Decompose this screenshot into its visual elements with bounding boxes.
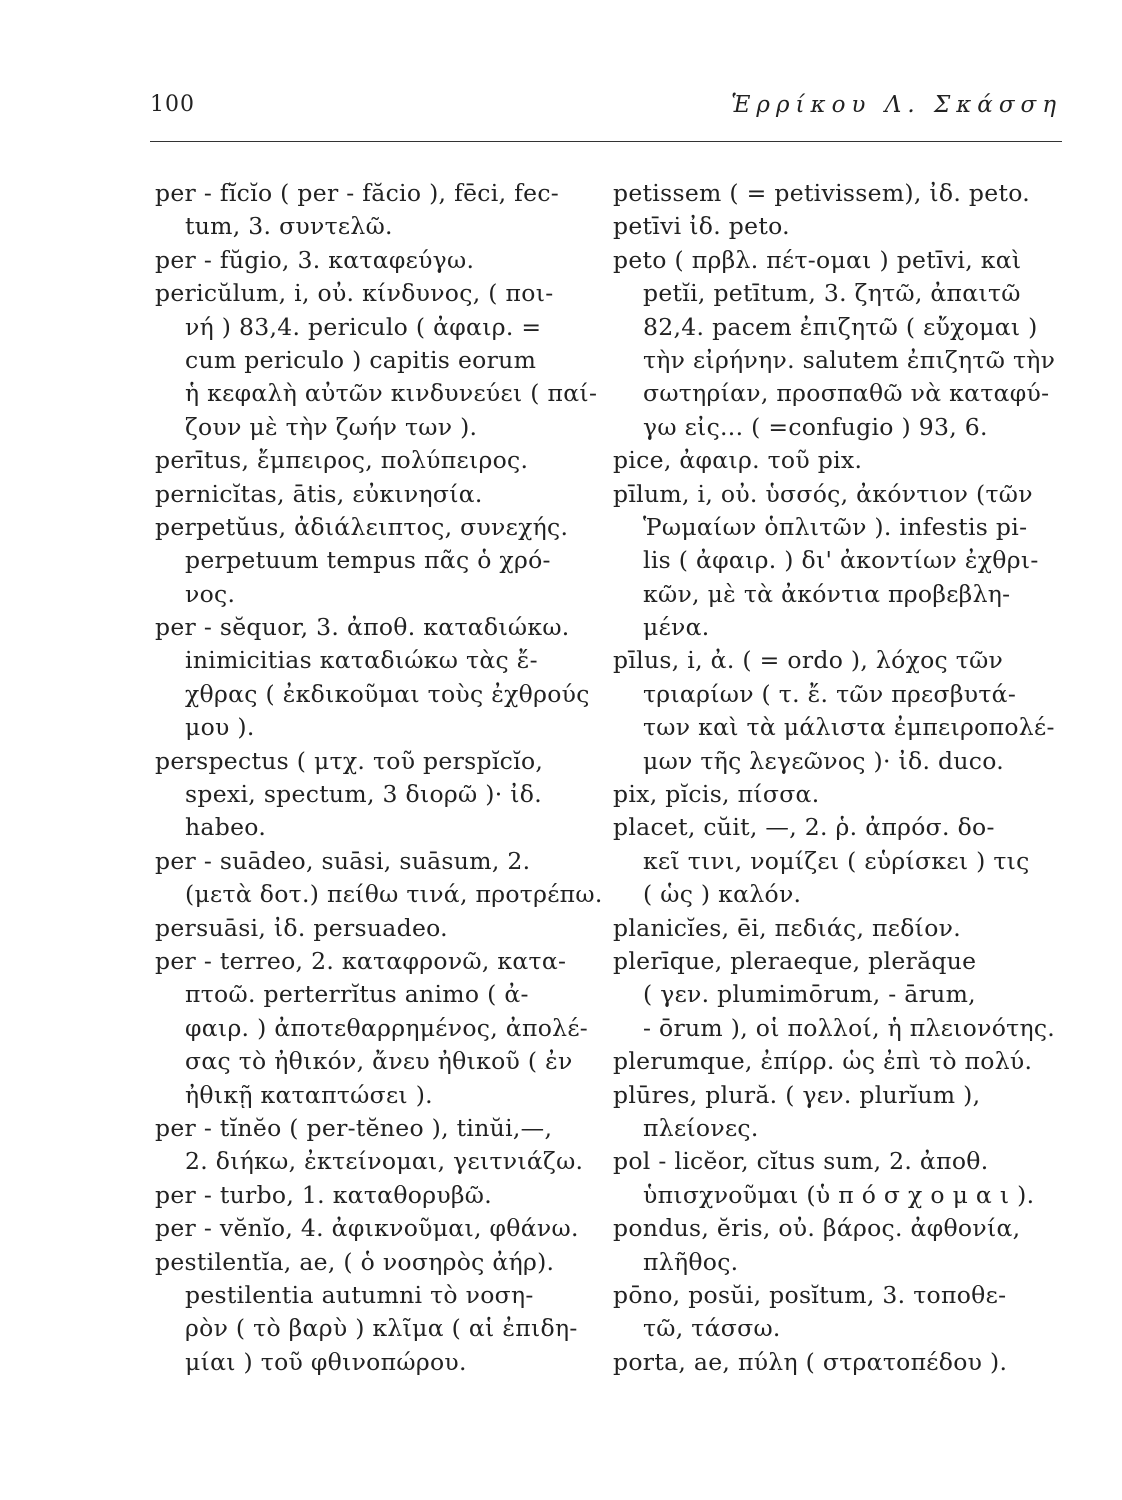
entry-line: τὴν εἰρήνην. salutem ἐπιζητῶ τὴν: [643, 345, 1056, 374]
entry-line: χθρας ( ἐκδικοῦμαι τοὺς ἐχθρούς: [185, 679, 590, 708]
entry-line: inimicitias καταδιώκω τὰς ἔ-: [185, 646, 538, 675]
entry-line: habeo.: [185, 813, 267, 842]
entry-line: μένα.: [643, 613, 710, 642]
entry-line: petĭi, petītum, 3. ζητῶ, ἀπαιτῶ: [643, 279, 1021, 308]
entry-line: petīvi ἰδ. peto.: [613, 212, 790, 241]
entry-line: ἠθικῇ καταπτώσει ).: [185, 1080, 433, 1109]
entry-line: plerīque, pleraeque, plerăque: [613, 946, 977, 975]
entry-line: (μετὰ δοτ.) πείθω τινά, προτρέπω.: [185, 880, 603, 909]
entry-line: Ῥωμαίων ὁπλιτῶν ). infestis pi-: [643, 512, 1028, 541]
entry-line: per - terreo, 2. καταφρονῶ, κατα-: [155, 946, 567, 975]
entry-line: κεῖ τινι, νομίζει ( εὑρίσκει ) τις: [643, 846, 1030, 875]
entry-line: - ōrum ), οἱ πολλοί, ἡ πλειονότης.: [643, 1013, 1056, 1042]
entry-line: φαιρ. ) ἀποτεθαρρημένος, ἀπολέ-: [185, 1013, 589, 1042]
entry-line: ( ὡς ) καλόν.: [643, 880, 802, 909]
entry-line: ζουν μὲ τὴν ζωήν των ).: [185, 412, 478, 441]
entry-line: per - vĕnĭo, 4. ἀφικνοῦμαι, φθάνω.: [155, 1214, 579, 1243]
entry-line: pestilentĭa, ae, ( ὁ νοσηρὸς ἀήρ).: [155, 1247, 555, 1276]
entry-line: των καὶ τὰ μάλιστα ἐμπειροπολέ-: [643, 713, 1055, 742]
entry-line: pondus, ĕris, οὐ. βάρος. ἀφθονία,: [613, 1214, 1021, 1243]
entry-line: per - tĭnĕo ( per-tĕneo ), tinŭi,—,: [155, 1113, 553, 1142]
entry-line: petissem ( = petivissem), ἰδ. peto.: [613, 179, 1031, 207]
entry-line: per - suādeo, suāsi, suāsum, 2.: [155, 846, 531, 875]
entry-line: πλείονες.: [643, 1113, 759, 1142]
entry-line: τριαρίων ( τ. ἔ. τῶν πρεσβυτά-: [643, 679, 1017, 708]
entry-line: spexi, spectum, 3 διορῶ )· ἰδ.: [185, 780, 543, 809]
entry-line: pōno, posŭi, posĭtum, 3. τοποθε-: [613, 1280, 1007, 1309]
entry-line: per - sĕquor, 3. ἀποθ. καταδιώκω.: [155, 613, 570, 642]
page-number: 100: [150, 92, 195, 117]
entry-line: γω εἰς... ( =confugio ) 93, 6.: [643, 412, 988, 441]
entry-line: peto ( πρβλ. πέτ-ομαι ) petīvi, καὶ: [613, 245, 1022, 274]
entry-line: per - turbo, 1. καταθορυβῶ.: [155, 1180, 493, 1209]
entry-line: persuāsi, ἰδ. persuadeo.: [155, 913, 448, 942]
entry-line: ( γεν. plumimōrum, - ārum,: [643, 980, 976, 1009]
entry-line: νή ) 83,4. periculo ( ἀφαιρ. =: [185, 312, 542, 341]
entry-line: πτοῶ. perterrĭtus animo ( ἀ-: [185, 980, 529, 1009]
entry-line: pernicĭtas, ātis, εὐκινησία.: [155, 479, 483, 508]
entry-line: tum, 3. συντελῶ.: [185, 212, 393, 241]
entry-line: pericŭlum, i, οὐ. κίνδυνος, ( ποι-: [155, 279, 554, 308]
entry-line: πλῆθος.: [643, 1247, 739, 1276]
entry-line: planicĭes, ēi, πεδιάς, πεδίον.: [613, 913, 962, 942]
entry-line: τῶ, τάσσω.: [643, 1314, 781, 1343]
right-column: [613, 177, 1063, 1379]
entry-line: ρὸν ( τὸ βαρὺ ) κλῖμα ( αἱ ἐπιδη-: [185, 1314, 578, 1343]
entry-line: perpetŭus, ἀδιάλειπτος, συνεχής.: [155, 512, 569, 541]
entry-line: σας τὸ ἠθικόν, ἄνευ ἠθικοῦ ( ἐν: [185, 1047, 573, 1076]
entry-line: σωτηρίαν, προσπαθῶ νὰ καταφύ-: [643, 379, 1050, 408]
header-rule: [150, 141, 1062, 142]
page-header: [150, 92, 1062, 132]
entry-line: μου ).: [185, 713, 255, 742]
entry-line: pestilentia autumni τὸ νοση-: [185, 1280, 534, 1309]
entry-line: μων τῆς λεγεῶνος )· ἰδ. duco.: [643, 746, 1005, 775]
entry-line: pice, ἀφαιρ. τοῦ pix.: [613, 446, 863, 475]
entry-line: porta, ae, πύλη ( στρατοπέδου ).: [613, 1347, 1008, 1376]
entry-line: ἡ κεφαλὴ αὐτῶν κινδυνεύει ( παί-: [185, 379, 598, 408]
entry-line: per - fŭgio, 3. καταφεύγω.: [155, 245, 475, 274]
entry-line: plūres, plură. ( γεν. plurĭum ),: [613, 1080, 981, 1109]
entry-line: μίαι ) τοῦ φθινοπώρου.: [185, 1347, 467, 1376]
entry-line: cum periculo ) capitis eorum: [185, 345, 537, 374]
entry-line: νος.: [185, 579, 236, 608]
entry-line: pix, pĭcis, πίσσα.: [613, 780, 820, 809]
entry-line: per - fĭcĭo ( per - făcio ), fēci, fec-: [155, 179, 560, 207]
entry-line: pol - licĕor, cĭtus sum, 2. ἀποθ.: [613, 1147, 989, 1176]
entry-line: lis ( ἀφαιρ. ) δι' ἀκοντίων ἐχθρι-: [643, 546, 1039, 575]
entry-line: plerumque, ἐπίρρ. ὡς ἐπὶ τὸ πολύ.: [613, 1047, 1033, 1076]
entry-line: perītus, ἔμπειρος, πολύπειρος.: [155, 446, 529, 475]
running-head: Ἑρρίκου Λ. Σκάσση: [731, 92, 1062, 118]
entry-line: perpetuum tempus πᾶς ὁ χρό-: [185, 546, 551, 575]
entry-line: κῶν, μὲ τὰ ἀκόντια προβεβλη-: [643, 579, 1011, 608]
entry-line: ὑπισχνοῦμαι (ὑ π ό σ χ ο μ α ι ).: [643, 1180, 1035, 1209]
entry-line: 2. διήκω, ἐκτείνομαι, γειτνιάζω.: [185, 1147, 584, 1176]
entry-line: placet, cŭit, —, 2. ῥ. ἀπρόσ. δο-: [613, 813, 995, 842]
entry-line: pīlus, i, ἀ. ( = ordo ), λόχος τῶν: [613, 646, 1004, 675]
entry-line: 82,4. pacem ἐπιζητῶ ( εὔχομαι ): [643, 312, 1038, 341]
left-column: [155, 177, 603, 1379]
entry-line: pīlum, i, οὐ. ὑσσός, ἀκόντιον (τῶν: [613, 479, 1033, 508]
entry-line: perspectus ( μτχ. τοῦ perspĭcĭo,: [155, 746, 544, 775]
